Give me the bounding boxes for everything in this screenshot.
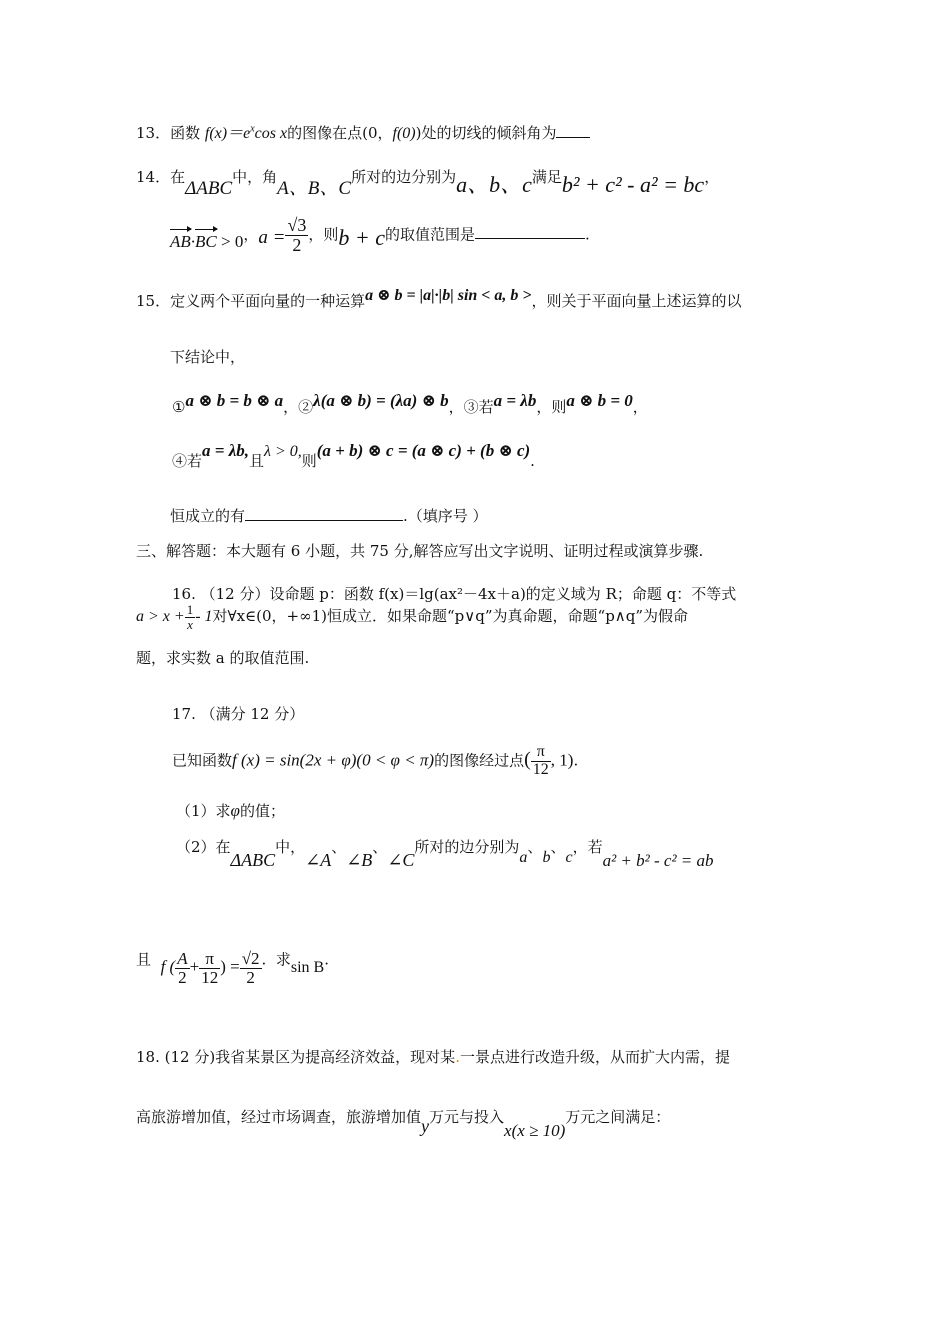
q14-comma: ，: [704, 168, 720, 186]
q17-sep-3: 、: [527, 838, 543, 856]
q17-part-1-text: 的值；: [239, 802, 285, 820]
q18-mark: .: [455, 1048, 460, 1066]
q17-part-2-text: 中，: [275, 838, 306, 856]
question-15-options-1: [172, 390, 648, 416]
q15-option-4-premise: a = λb,: [202, 441, 249, 460]
q14-text-2: 中，角: [232, 168, 278, 186]
question-13: [136, 120, 590, 143]
q13-expr: $f(x)=e^x\cos$ x: [204, 123, 288, 142]
question-16-line-2: [136, 603, 688, 631]
q14-vector-product: AB·BC > 0: [170, 232, 244, 252]
q14-sides: a、b、c: [456, 172, 532, 197]
vector-ab: AB: [170, 232, 191, 252]
q17-angle-a: ∠A: [305, 850, 332, 870]
question-18: [136, 1046, 730, 1067]
q15-number: 15．: [136, 292, 171, 310]
q17-f-close: ) =: [220, 957, 240, 977]
q16-inequality-right: - 1: [195, 608, 213, 626]
q17-fraction-a: $\frac{A}{2}$: [177, 949, 188, 987]
q18-y: y: [421, 1116, 430, 1136]
q15-option-4-number: ④若: [172, 452, 203, 470]
q17-plus: +: [189, 957, 200, 977]
question-14-line-2: [170, 216, 590, 255]
question-16-line-3: [136, 647, 309, 668]
question-17-stem: [172, 744, 578, 779]
q17-sep-1: 、: [331, 838, 347, 856]
question-15-options-2: [172, 440, 535, 470]
question-15-line-2: [170, 346, 245, 367]
q13-number: 13．: [136, 124, 171, 142]
q17-fraction-rhs: $\frac{√2}{2}$: [241, 949, 260, 987]
q15-text-5: .（填序号 ）: [403, 507, 488, 525]
q14-comma-2: ，: [243, 225, 259, 244]
q14-a-eq: a =: [258, 227, 286, 249]
q14-number: 14．: [136, 168, 171, 186]
q17-phi: φ: [230, 801, 240, 820]
q17-dot: .: [261, 950, 267, 969]
q15-text-2: ，则关于平面向量上述运算的以: [531, 292, 742, 310]
q17-part-1-label: （1）求: [176, 802, 231, 820]
q15-definition: a ⊗ b = |a|·|b| sin < a, b >: [365, 287, 532, 304]
q14-b-plus-c: b + c: [338, 225, 385, 251]
q15-text: 定义两个平面向量的一种运算: [170, 292, 366, 310]
q14-text-4: 满足: [531, 168, 562, 186]
q17-ask: 求: [275, 950, 291, 969]
question-17: [172, 703, 304, 724]
q14-text: 在: [170, 168, 186, 186]
q16-line-2: 对∀x∈(0，+∞1)恒成立．如果命题“p∨q”为真命题，命题“p∧q”为假命: [212, 607, 689, 626]
q15-period: .: [530, 452, 535, 470]
q17-point-fraction: $\frac{\pi}{12}$: [532, 743, 549, 778]
q14-text-5: ，则: [308, 225, 339, 244]
q15-comma: ，: [632, 398, 648, 416]
q14-condition: b² + c² - a² = bc: [561, 172, 705, 197]
q17-f-open: f (: [160, 957, 176, 977]
q17-period: .: [573, 751, 579, 770]
question-17-part-2-line-2: [136, 942, 329, 987]
q15-text-3: 下结论中，: [170, 348, 246, 366]
q15-option-3-number: ，③若: [448, 398, 494, 416]
question-14: [136, 158, 720, 199]
q13-f0: f(0): [392, 125, 416, 142]
q16-line-3: 题，求实数 a 的取值范围.: [136, 649, 310, 667]
q15-option-4-lambda: λ > 0,: [264, 443, 302, 460]
q17-point-y: , 1): [550, 750, 574, 770]
q17-and: 且: [136, 950, 152, 969]
q17-side-b: b: [542, 849, 551, 866]
q18-line-1a: 18. (12 分)我省某景区为提高经济效益，现对某: [136, 1048, 456, 1066]
q17-triangle: ΔABC: [230, 850, 276, 870]
q15-option-2: λ(a ⊗ b) = (λa) ⊗ b: [313, 391, 449, 410]
q13-answer-blank[interactable]: [556, 121, 590, 138]
q15-option-4-and: 且: [249, 452, 265, 470]
q17-text-2: 的图像经过点: [434, 751, 525, 770]
q18-x-range: x(x ≥ 10): [504, 1121, 566, 1140]
q17-side-a: a: [519, 849, 528, 866]
q17-condition: a² + b² - c² = ab: [602, 851, 714, 870]
q17-sep-4: 、: [550, 838, 566, 856]
q16-fraction: $\frac{1}{x}$: [186, 602, 194, 632]
section-3-text: 三、解答题：本大题有 6 小题，共 75 分,解答应写出文字说明、证明过程或演算步骤.: [136, 542, 704, 560]
q15-option-3-premise: a = λb: [493, 391, 537, 410]
q15-text-4: 恒成立的有: [170, 507, 246, 525]
q15-option-3-conclusion: a ⊗ b = 0: [566, 391, 633, 410]
q16-line-1: 16. （12 分）设命题 p：函数 f(x)＝lg(ax²－4x＋a)的定义域为 R；命题 q：不等式: [172, 585, 737, 603]
question-17-part-2: [176, 836, 714, 870]
q14-text-6: 的取值范围是: [384, 225, 475, 244]
q13-text-3: )处的切线的倾斜角为: [415, 124, 557, 142]
q15-answer-blank[interactable]: [245, 504, 403, 521]
q13-text: 函数: [170, 124, 201, 142]
question-15-answer: [170, 504, 488, 526]
q15-option-3-then: ，则: [536, 398, 567, 416]
q18-line-2c: 万元之间满足：: [565, 1108, 671, 1126]
q14-period: .: [585, 225, 590, 244]
q17-fraction-pi: $\frac{\pi}{12}$: [201, 949, 219, 987]
q15-option-4-conclusion: (a + b) ⊗ c = (a ⊗ c) + (b ⊗ c): [316, 441, 531, 460]
q17-function: f (x) = sin(2x + φ)(0 < φ < π): [232, 750, 435, 770]
q17-text: 已知函数: [172, 751, 233, 770]
question-17-part-1: [176, 800, 285, 821]
section-3-heading: [136, 540, 703, 561]
q16-inequality-left: a > x +: [136, 608, 185, 626]
q17-part-2-if: ，若: [572, 838, 603, 856]
q17-title: 17. （满分 12 分）: [172, 705, 305, 723]
question-16: [172, 583, 736, 604]
q15-option-1-number: ①: [172, 398, 186, 416]
q17-sep-2: 、: [372, 838, 388, 856]
q14-angles: A、B、C: [277, 178, 352, 199]
q18-line-2a: 高旅游增加值，经过市场调查，旅游增加值: [136, 1108, 422, 1126]
q18-line-1b: 一景点进行改造升级，从而扩大内需，提: [459, 1048, 730, 1066]
q15-option-1: a ⊗ b = b ⊗ a: [185, 391, 284, 410]
q14-fraction: $\frac{√3}{2}$: [287, 215, 307, 255]
q14-answer-blank[interactable]: [475, 222, 585, 239]
question-18-line-2: [136, 1106, 671, 1140]
q14-triangle: ΔABC: [185, 178, 233, 199]
vector-bc: BC: [195, 232, 217, 252]
q17-end: .: [324, 950, 329, 969]
q17-angle-b: ∠B: [346, 850, 373, 870]
q13-text-2: 的图像在点(0，: [287, 124, 393, 142]
q17-side-c: c: [565, 849, 573, 866]
q17-paren-open: (: [524, 748, 531, 771]
question-15: [136, 287, 742, 311]
q17-sin-b: sin B: [290, 959, 325, 977]
q18-line-2b: 万元与投入: [429, 1108, 505, 1126]
q15-option-2-number: ，②: [283, 398, 314, 416]
q17-part-2-label: （2）在: [176, 838, 231, 856]
q15-option-4-then: 则: [301, 452, 317, 470]
q14-text-3: 所对的边分别为: [351, 168, 457, 186]
q17-part-2-text-2: 所对的边分别为: [414, 838, 520, 856]
q17-angle-c: ∠C: [387, 850, 415, 870]
